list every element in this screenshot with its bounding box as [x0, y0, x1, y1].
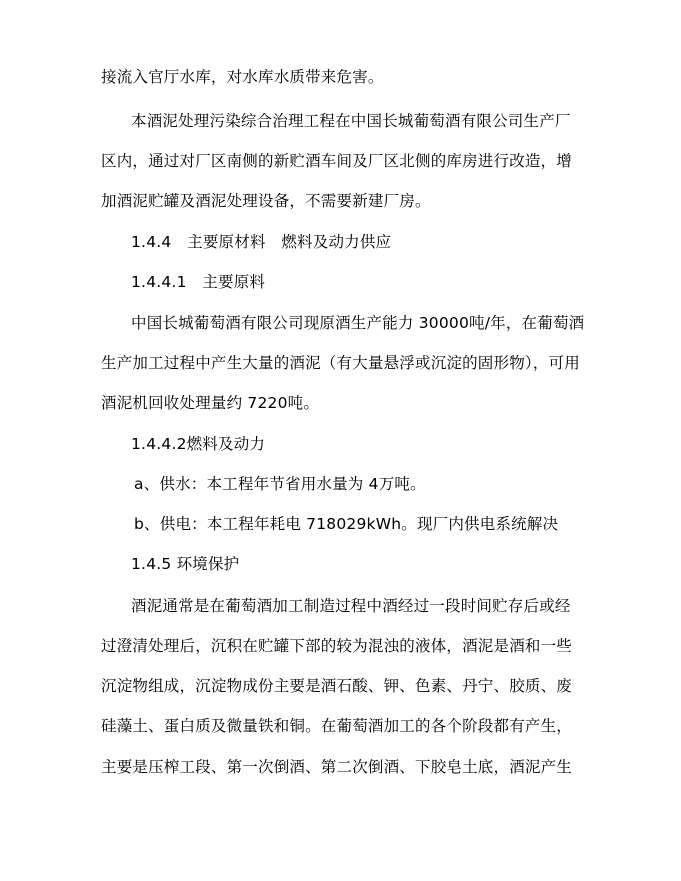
text-line: 主要是压榨工段、第一次倒酒、第二次倒酒、下胶皂土底，酒泥产生	[101, 758, 573, 776]
section-heading: 1.4.5 环境保护	[131, 555, 240, 573]
text-line: 生产加工过程中产生大量的酒泥（有大量悬浮或沉淀的固形物），可用	[101, 354, 580, 372]
section-heading: 1.4.4.2燃料及动力	[131, 435, 266, 453]
text-line: 加酒泥贮罐及酒泥处理设备，不需要新建厂房。	[101, 192, 431, 210]
text-line: 本酒泥处理污染综合治理工程在中国长城葡萄酒有限公司生产厂	[131, 112, 571, 130]
text-line: 硅藻土、蛋白质及微量铁和铜。在葡萄酒加工的各个阶段都有产生，	[101, 717, 573, 735]
section-heading: 1.4.4 主要原材料 燃料及动力供应	[131, 233, 392, 251]
text-line: 接流入官厅水库，对水库水质带来危害。	[101, 68, 384, 86]
text-line: 酒泥通常是在葡萄酒加工制造过程中酒经过一段时间贮存后或经	[131, 597, 571, 615]
text-line: 区内，通过对厂区南侧的新贮酒车间及厂区北侧的库房进行改造，增	[101, 152, 573, 170]
text-line: 过澄清处理后，沉积在贮罐下部的较为混浊的液体，酒泥是酒和一些	[101, 637, 573, 655]
text-line: b、供电：本工程年耗电 718029kWh。现厂内供电系统解决	[134, 515, 559, 533]
text-line: a、供水：本工程年节省用水量为 4万吨。	[134, 475, 426, 493]
text-line: 酒泥机回收处理量约 7220吨。	[101, 394, 320, 412]
text-line: 中国长城葡萄酒有限公司现原酒生产能力 30000吨/年，在葡萄酒	[131, 314, 585, 332]
section-heading: 1.4.4.1 主要原料	[131, 273, 266, 291]
text-line: 沉淀物组成，沉淀物成份主要是酒石酸、钾、色素、丹宁、胶质、废	[101, 677, 573, 695]
